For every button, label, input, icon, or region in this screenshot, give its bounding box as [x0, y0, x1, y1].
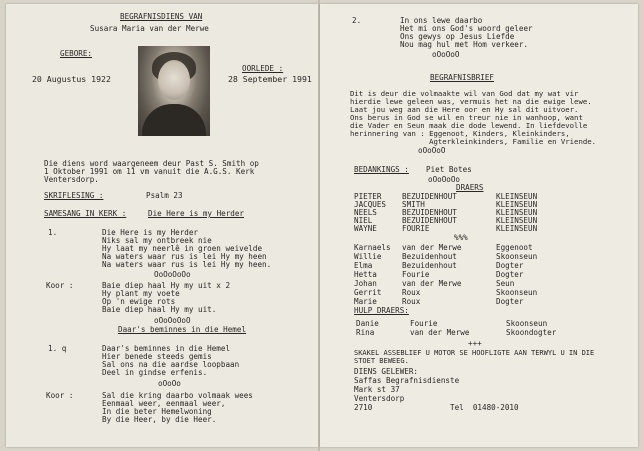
- born-label: GEBORE:: [60, 49, 93, 58]
- bearer-first: JACQUES: [354, 200, 387, 209]
- family-first: Johan: [354, 279, 377, 288]
- family-rel: Dogter: [496, 297, 524, 306]
- funeral-line: Ventersdorp: [354, 394, 405, 403]
- notice-line: die Vader en Seun maak die dode lewend. In liefdevolle: [350, 121, 588, 130]
- family-last: Roux: [402, 297, 421, 306]
- service-line-3: Ventersdorp.: [44, 175, 99, 184]
- separator: oOoOo: [158, 379, 181, 388]
- died-label: OORLEDE :: [242, 64, 284, 73]
- thanks-name: Piet Botes: [426, 165, 472, 174]
- song2-title: Daar's beminnes in die Hemel: [118, 325, 247, 334]
- separator: %%%: [454, 233, 468, 242]
- reading-label: SKRIFLESING :: [44, 191, 104, 200]
- helper-rel: Skoondogter: [506, 328, 557, 337]
- family-last: Bezuidenhout: [402, 252, 457, 261]
- family-first: Karnaels: [354, 243, 391, 252]
- family-rel: Eggenoot: [496, 243, 533, 252]
- koor2-line: In die beter Hemelwoning: [102, 407, 212, 416]
- koor1-line: Baie diep haal Hy my uit x 2: [102, 281, 231, 290]
- verse2-line: Deel in gindse erfenis.: [102, 368, 208, 377]
- verse1-line: Hy laat my neerlê in groen weivelde: [102, 244, 263, 253]
- koor1-line: Op 'n ewige rots: [102, 297, 176, 306]
- singing-title: Die Here is my Herder: [148, 209, 245, 218]
- verse1-line: Na waters waar rus is lei Hy my heen: [102, 252, 267, 261]
- family-rel: Seun: [496, 279, 515, 288]
- bearer-first: NIEL: [354, 216, 373, 225]
- family-rel: Skoonseun: [496, 252, 538, 261]
- helper-last: van der Merwe: [410, 328, 470, 337]
- service-line-1: Die diens word waargeneem deur Past S. Smith op: [44, 159, 259, 168]
- deceased-name: Susara Maria van der Merwe: [90, 24, 209, 33]
- thanks-label: BEDANKINGS :: [354, 165, 409, 174]
- family-first: Hetta: [354, 270, 377, 279]
- right-page: [320, 4, 638, 447]
- koor2-line: Eenmaal weer, eenmaal weer,: [102, 399, 226, 408]
- separator: oOoOoOo: [428, 175, 461, 184]
- left-page: [6, 4, 318, 447]
- born-date: 20 Augustus 1922: [32, 74, 111, 84]
- bearer-rel: KLEINSEUN: [496, 208, 538, 217]
- helper-first: Rina: [356, 328, 375, 337]
- verse2-number: 1. q: [48, 344, 67, 353]
- funeral-line: Saffas Begrafnisdienste: [354, 376, 460, 385]
- separator: oOoOoO: [418, 146, 446, 155]
- died-date: 28 September 1991: [228, 74, 312, 84]
- family-rel: Dogter: [496, 270, 524, 279]
- bearer-last: FOURIE: [402, 224, 430, 233]
- notice-line: Agterkleinkinders, Familie en Vriende.: [350, 137, 597, 146]
- separator: OoOoOoOo: [154, 270, 191, 279]
- helper-first: Danie: [356, 319, 379, 328]
- verse1-line: Niks sal my ontbreek nie: [102, 236, 212, 245]
- family-first: Marie: [354, 297, 377, 306]
- verse-number: 2.: [352, 16, 362, 25]
- family-last: van der Merwe: [402, 243, 462, 252]
- funeral-heading: DIENS GELEWER:: [354, 367, 419, 376]
- notice-line: Laat jou weg aan die Here oor en Hy sal dit uitvoer.: [350, 105, 579, 114]
- bearer-last: BEZUIDENHOUT: [402, 216, 457, 225]
- verse2-line: Daar's beminnes in die Hemel: [102, 344, 231, 353]
- funeral-line: 2710: [354, 403, 373, 412]
- family-first: Elma: [354, 261, 373, 270]
- family-last: van der Merwe: [402, 279, 462, 288]
- family-last: Fourie: [402, 270, 430, 279]
- bearer-last: BEZUIDENHOUT: [402, 192, 457, 201]
- notice-line: Dit is deur die volmaakte wil van God dat my wat vir: [350, 89, 579, 98]
- bearer-rel: KLEINSEUN: [496, 200, 538, 209]
- bearer-first: PIETER: [354, 192, 382, 201]
- notice-line: herinnering van : Eggenoot, Kinders, Kleinkinders,: [350, 129, 570, 138]
- verse-line: Ons gewys op Jesus Liefde: [400, 32, 515, 41]
- verse1-line: Na waters waar rus is lei Hy my heen.: [102, 260, 272, 269]
- koor1-line: Hy plant my voete: [102, 289, 180, 298]
- family-last: Roux: [402, 288, 421, 297]
- separator: oOoOoOoO: [154, 316, 191, 325]
- verse-line: Het mi ons God's woord geleer: [400, 24, 533, 33]
- heading: BEGRAFNISDIENS VAN: [120, 12, 203, 21]
- deceased-photo: [138, 46, 210, 136]
- request-line: SKAKEL ASSEBLIEF U MOTOR SE HOOFLIGTE AAN TERWYL U IN DIE: [354, 349, 595, 357]
- notice-line: Ons berus in God se wil en treur nie in wanhoop, want: [350, 113, 583, 122]
- family-rel: Skoonseun: [496, 288, 538, 297]
- verse1-number: 1.: [48, 228, 58, 237]
- family-last: Bezuidenhout: [402, 261, 457, 270]
- verse1-line: Die Here is my Herder: [102, 228, 199, 237]
- telephone: Tel 01480-2010: [450, 403, 519, 412]
- bearers-heading: DRAERS: [456, 183, 484, 192]
- request-line: STOET BEWEEG.: [354, 357, 409, 365]
- helper-last: Fourie: [410, 319, 438, 328]
- koor2-line: By die Heer, by die Heer.: [102, 415, 217, 424]
- notice-heading: BEGRAFNISBRIEF: [430, 73, 495, 82]
- koor2-label: Koor :: [46, 391, 74, 400]
- bearer-last: BEZUIDENHOUT: [402, 208, 457, 217]
- koor2-line: Sal die kring daarbo volmaak wees: [102, 391, 253, 400]
- bearer-rel: KLEINSEUN: [496, 216, 538, 225]
- bearer-last: SMITH: [402, 200, 425, 209]
- service-line-2: 1 Oktober 1991 om 11 vm vanuit die A.G.S. Kerk: [44, 167, 255, 176]
- bearer-first: NEELS: [354, 208, 377, 217]
- separator: oOoOoO: [432, 50, 460, 59]
- bearer-rel: KLEINSEUN: [496, 192, 538, 201]
- notice-line: hierdie lewe geleen was, vermuis het na die ewige lewe.: [350, 97, 592, 106]
- koor1-label: Koor :: [46, 281, 74, 290]
- verse-line: Nou mag hul met Hom verkeer.: [400, 40, 529, 49]
- funeral-line: Mark st 37: [354, 385, 400, 394]
- helper-rel: Skoonseun: [506, 319, 548, 328]
- family-rel: Dogter: [496, 261, 524, 270]
- bearer-rel: KLEINSEUN: [496, 224, 538, 233]
- family-first: Willie: [354, 252, 382, 261]
- singing-label: SAMESANG IN KERK :: [44, 209, 127, 218]
- family-first: Gerrit: [354, 288, 382, 297]
- helpers-heading: HULP DRAERS:: [354, 306, 409, 315]
- verse-line: In ons lewe daarbo: [400, 16, 483, 25]
- verse2-line: Sal ons na die aardse loopbaan: [102, 360, 240, 369]
- reading-text: Psalm 23: [146, 191, 183, 200]
- koor1-line: Baie diep haal Hy my uit.: [102, 305, 217, 314]
- separator: +++: [468, 339, 482, 348]
- bearer-first: WAYNE: [354, 224, 377, 233]
- verse2-line: Hier benede steeds gemis: [102, 352, 212, 361]
